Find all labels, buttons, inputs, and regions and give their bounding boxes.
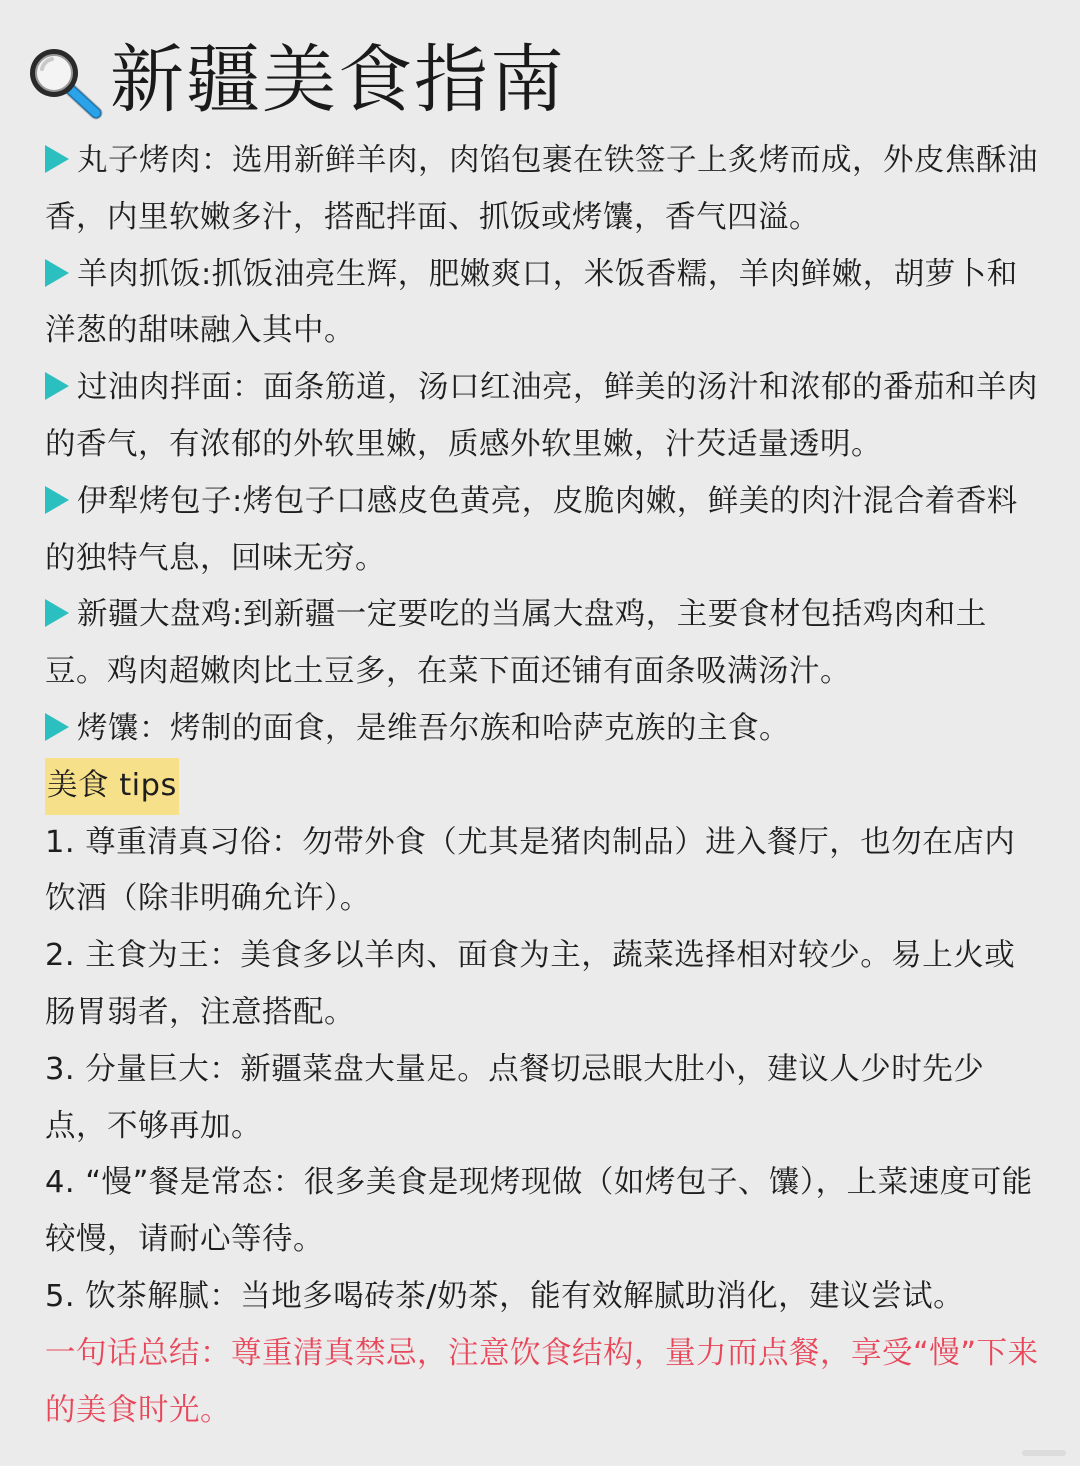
- guide-content: [45, 133, 1045, 1439]
- dish-item-dumpling-kebab: [45, 133, 1045, 247]
- play-arrow-icon: [45, 372, 69, 400]
- play-arrow-icon: [45, 259, 69, 287]
- tip-item: 3. 分量巨大：新疆菜盘大量足。点餐切忌眼大肚小，建议人少时先少点，不够再加。: [45, 1051, 985, 1144]
- watermark-mark: [1022, 1448, 1066, 1458]
- play-arrow-icon: [45, 713, 69, 741]
- play-arrow-icon: [45, 145, 69, 173]
- dish-item-baked-bun: [45, 474, 1045, 588]
- dish-text: 新疆大盘鸡:到新疆一定要吃的当属大盘鸡，主要食材包括鸡肉和土豆。鸡肉超嫩肉比土豆多，在菜下面还铺有面条吸满汤汁。: [45, 597, 987, 690]
- dish-item-fried-meat-noodles: [45, 360, 1045, 474]
- play-arrow-icon: [45, 599, 69, 627]
- summary-text: 一句话总结：尊重清真禁忌，注意饮食结构，量力而点餐，享受“慢”下来的美食时光。: [45, 1335, 1039, 1428]
- dish-item-big-plate-chicken: [45, 587, 1045, 701]
- tips-heading: [45, 758, 1045, 815]
- tips-label: 美食 tips: [45, 758, 179, 815]
- dish-text: 丸子烤肉：选用新鲜羊肉，肉馅包裹在铁签子上炙烤而成，外皮焦酥油香，内里软嫩多汁，搭配拌面、抓饭或烤馕，香气四溢。: [45, 143, 1038, 235]
- header: [22, 30, 566, 130]
- dish-text: 烤馕：烤制的面食，是维吾尔族和哈萨克族的主食。: [77, 710, 790, 746]
- dish-text: 过油肉拌面：面条筋道，汤口红油亮，鲜美的汤汁和浓郁的番茄和羊肉的香气，有浓郁的外软里嫩，质感外软里嫩，汁芡适量透明。: [45, 370, 1038, 462]
- tip-item: 5. 饮茶解腻：当地多喝砖茶/奶茶，能有效解腻助消化，建议尝试。: [45, 1278, 965, 1314]
- magnifier-icon: [22, 41, 104, 123]
- dish-text: 伊犁烤包子:烤包子口感皮色黄亮，皮脆肉嫩，鲜美的肉汁混合着香料的独特气息，回味无穷。: [45, 483, 1018, 576]
- page-title: 新疆美食指南: [110, 37, 566, 123]
- tip-item: 2. 主食为王：美食多以羊肉、面食为主，蔬菜选择相对较少。易上火或肠胃弱者，注意搭配。: [45, 938, 1016, 1030]
- play-arrow-icon: [45, 486, 69, 514]
- tip-item: 4. “慢”餐是常态：很多美食是现烤现做（如烤包子、馕），上菜速度可能较慢，请耐心等待。: [45, 1165, 1033, 1258]
- dish-text: 羊肉抓饭:抓饭油亮生辉，肥嫩爽口，米饭香糯，羊肉鲜嫩，胡萝卜和洋葱的甜味融入其中。: [45, 256, 1018, 349]
- dish-item-naan: [45, 701, 1045, 758]
- tip-item: 1. 尊重清真习俗：勿带外食（尤其是猪肉制品）进入餐厅，也勿在店内饮酒（除非明确允许）。: [45, 824, 1016, 917]
- dish-item-polo: [45, 247, 1045, 361]
